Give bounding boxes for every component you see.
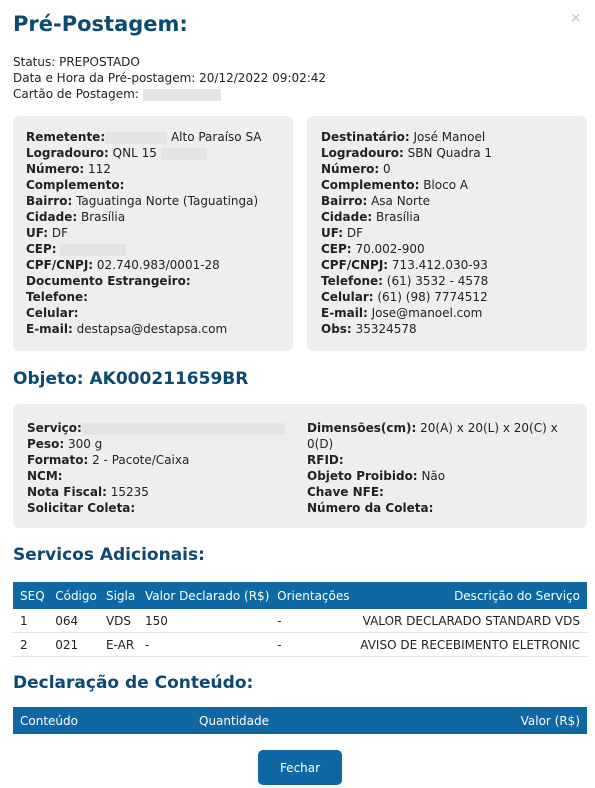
sender-number-label: Número:	[26, 162, 85, 176]
recipient-card	[307, 116, 587, 351]
sender-city-label: Cidade:	[26, 210, 78, 224]
object-col-left	[27, 420, 285, 516]
ncm-label: NCM:	[27, 469, 63, 483]
prepost-meta	[13, 54, 326, 102]
col-seq: SEQ	[13, 582, 48, 609]
sender-city-value: Brasília	[80, 210, 126, 224]
col-content: Conteúdo	[13, 707, 192, 734]
object-heading: Objeto: AK000211659BR	[13, 369, 249, 389]
recipient-name-label: Destinatário:	[321, 130, 410, 144]
card-redacted	[143, 89, 221, 101]
sender-email-value: destapsa@destapsa.com	[76, 322, 228, 336]
recipient-phone-value: (61) 3532 - 4578	[386, 274, 489, 288]
cell-description: AVISO DE RECEBIMENTO ELETRONIC	[353, 633, 587, 657]
nfe-label: Chave NFE:	[307, 485, 384, 499]
sender-cep-redacted	[60, 244, 126, 256]
status-row	[13, 54, 326, 70]
cell-orientations: -	[270, 633, 353, 657]
sender-phone-label: Telefone:	[26, 290, 88, 304]
invoice-label: Nota Fiscal:	[27, 485, 107, 499]
sender-complement-label: Complemento:	[26, 178, 125, 192]
sender-number-value: 112	[88, 162, 111, 176]
pickup-number-label: Número da Coleta:	[307, 501, 434, 515]
col-sigla: Sigla	[99, 582, 138, 609]
recipient-uf-label: UF:	[321, 226, 344, 240]
card-label: Cartão de Postagem:	[13, 87, 139, 101]
cell-code: 064	[48, 609, 99, 633]
recipient-district-value: Asa Norte	[371, 194, 431, 208]
recipient-city-value: Brasília	[375, 210, 421, 224]
weight-value: 300 g	[67, 437, 103, 451]
cell-code: 021	[48, 633, 99, 657]
sender-foreign-doc-label: Documento Estrangeiro:	[26, 274, 191, 288]
col-orientations: Orientações	[270, 582, 353, 609]
format-label: Formato:	[27, 453, 89, 467]
col-value: Valor (R$)	[394, 707, 587, 734]
cell-seq: 1	[13, 609, 48, 633]
sender-street-redacted	[161, 148, 207, 160]
recipient-street-label: Logradouro:	[321, 146, 404, 160]
datetime-value: 20/12/2022 09:02:42	[199, 71, 327, 85]
recipient-street-value: SBN Quadra 1	[407, 146, 493, 160]
recipient-obs-value: 35324578	[355, 322, 417, 336]
recipient-name-value: José Manoel	[413, 130, 486, 144]
status-label: Status:	[13, 55, 56, 69]
sender-uf-value: DF	[51, 226, 69, 240]
table-row	[13, 609, 587, 633]
cell-description: VALOR DECLARADO STANDARD VDS	[353, 609, 587, 633]
sender-cep-label: CEP:	[26, 242, 57, 256]
rfid-label: RFID:	[307, 453, 344, 467]
close-icon[interactable]: ×	[570, 10, 582, 26]
dims-value-2: 0(D)	[307, 437, 334, 451]
dims-label: Dimensões(cm):	[307, 421, 417, 435]
close-button[interactable]: Fechar	[258, 750, 342, 785]
cell-declared-value: -	[138, 633, 270, 657]
declaration-header-row	[13, 707, 587, 734]
sender-mobile-label: Celular:	[26, 306, 79, 320]
sender-street-value: QNL 15	[112, 146, 157, 160]
col-code: Código	[48, 582, 99, 609]
sender-uf-label: UF:	[26, 226, 49, 240]
recipient-cep-label: CEP:	[321, 242, 352, 256]
sender-district-label: Bairro:	[26, 194, 73, 208]
sender-name-redacted	[105, 132, 167, 144]
services-heading: Servicos Adicionais:	[13, 545, 205, 565]
sender-name-label: Remetente:	[26, 130, 106, 144]
service-label: Serviço:	[27, 421, 82, 435]
recipient-email-label: E-mail:	[321, 306, 368, 320]
sender-card	[13, 116, 293, 351]
col-description: Descrição do Serviço	[353, 582, 587, 609]
pickup-label: Solicitar Coleta:	[27, 501, 136, 515]
cell-seq: 2	[13, 633, 48, 657]
recipient-email-value: Jose@manoel.com	[371, 306, 483, 320]
recipient-obs-label: Obs:	[321, 322, 352, 336]
sender-district-value: Taguatinga Norte (Taguatinga)	[76, 194, 259, 208]
sender-doc-label: CPF/CNPJ:	[26, 258, 94, 272]
recipient-phone-label: Telefone:	[321, 274, 383, 288]
col-quantity: Quantidade	[192, 707, 394, 734]
recipient-number-label: Número:	[321, 162, 380, 176]
object-card	[13, 404, 587, 528]
cell-sigla: E-AR	[99, 633, 138, 657]
card-row	[13, 86, 326, 102]
declaration-table	[13, 707, 587, 734]
services-table	[13, 582, 587, 657]
recipient-city-label: Cidade:	[321, 210, 373, 224]
recipient-number-value: 0	[383, 162, 391, 176]
sender-doc-value: 02.740.983/0001-28	[96, 258, 220, 272]
format-value: 2 - Pacote/Caixa	[92, 453, 190, 467]
weight-label: Peso:	[27, 437, 65, 451]
cell-declared-value: 150	[138, 609, 270, 633]
services-header-row	[13, 582, 587, 609]
declaration-heading: Declaração de Conteúdo:	[13, 673, 254, 693]
recipient-doc-label: CPF/CNPJ:	[321, 258, 389, 272]
page-title: Pré-Postagem:	[13, 12, 188, 36]
object-col-right	[307, 420, 569, 516]
sender-street-label: Logradouro:	[26, 146, 109, 160]
recipient-district-label: Bairro:	[321, 194, 368, 208]
recipient-doc-value: 713.412.030-93	[391, 258, 488, 272]
invoice-value: 15235	[110, 485, 149, 499]
cell-orientations: -	[270, 609, 353, 633]
dims-value: 20(A) x 20(L) x 20(C) x	[420, 421, 558, 435]
recipient-cep-value: 70.002-900	[355, 242, 425, 256]
cell-sigla: VDS	[99, 609, 138, 633]
recipient-uf-value: DF	[346, 226, 364, 240]
recipient-complement-label: Complemento:	[321, 178, 420, 192]
col-declared-value: Valor Declarado (R$)	[138, 582, 270, 609]
prohibited-label: Objeto Proibido:	[307, 469, 418, 483]
sender-email-label: E-mail:	[26, 322, 73, 336]
prohibited-value: Não	[421, 469, 446, 483]
recipient-complement-value: Bloco A	[423, 178, 469, 192]
sender-name-value: Alto Paraíso SA	[170, 130, 262, 144]
status-value: PREPOSTADO	[59, 55, 140, 69]
datetime-row	[13, 70, 326, 86]
table-row	[13, 633, 587, 657]
service-redacted	[82, 423, 285, 435]
datetime-label: Data e Hora da Pré-postagem:	[13, 71, 196, 85]
recipient-mobile-value: (61) (98) 7774512	[377, 290, 488, 304]
recipient-mobile-label: Celular:	[321, 290, 374, 304]
